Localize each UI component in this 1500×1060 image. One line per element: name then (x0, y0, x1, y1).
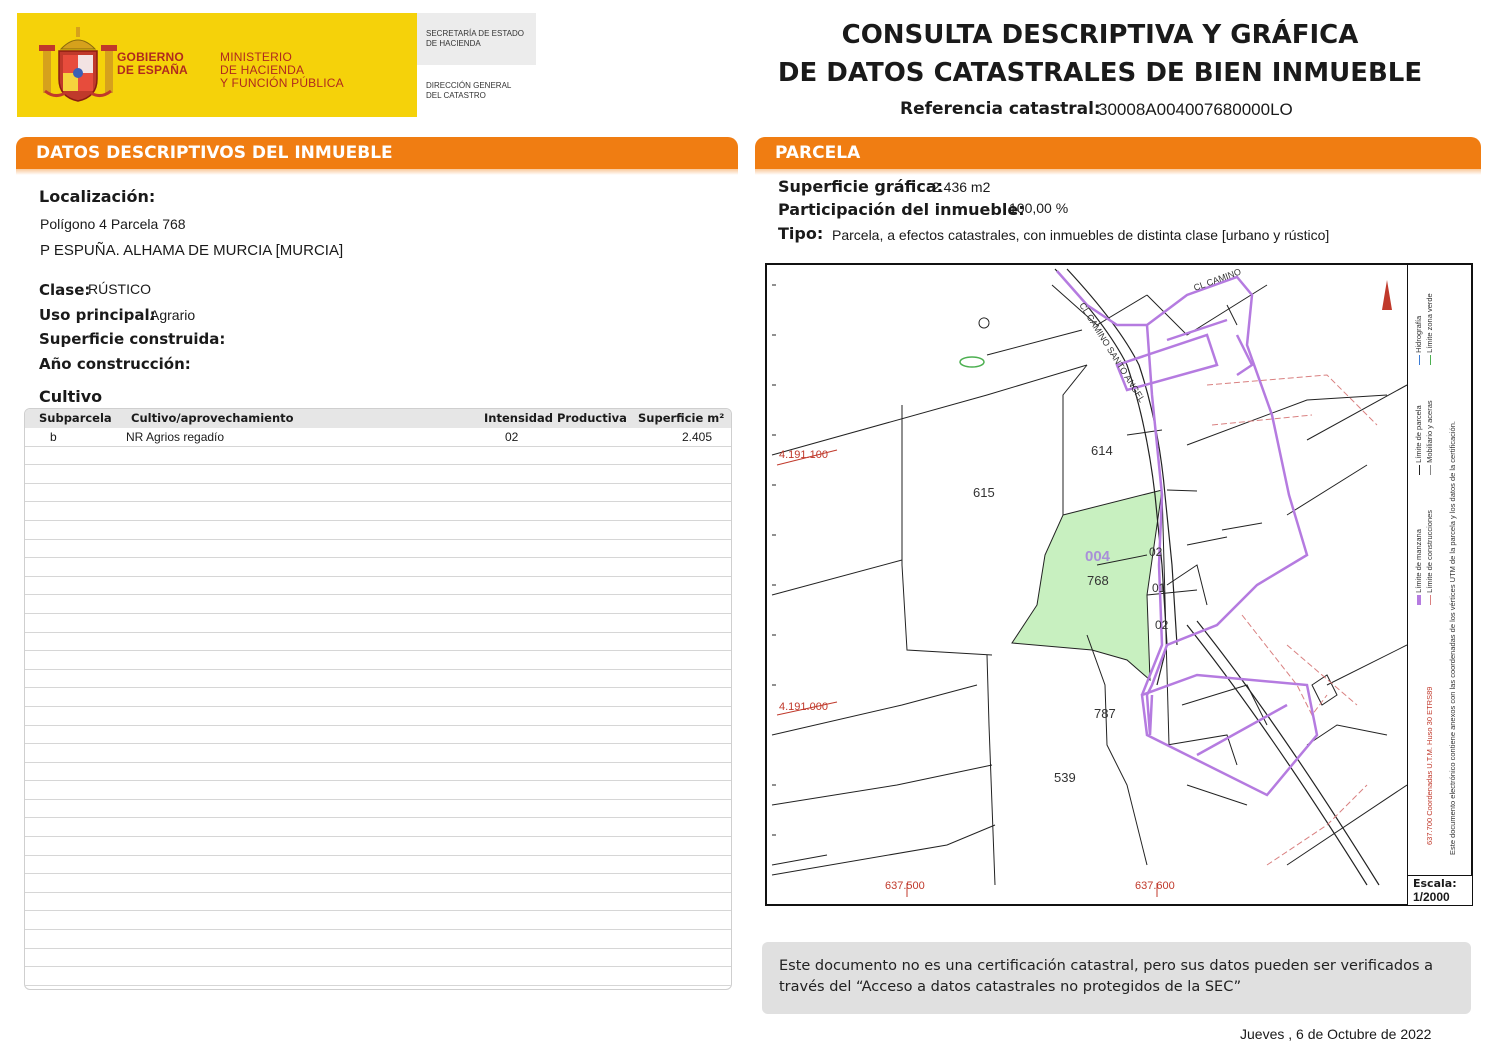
table-row-empty (25, 967, 731, 986)
table-row-empty (25, 726, 731, 745)
document-title (760, 16, 1440, 92)
parcel-label: 539 (1054, 770, 1076, 785)
legend-mobiliario: Mobiliario y aceras (1425, 400, 1434, 463)
notice-text: Este documento no es una certificación catastral, pero sus datos pueden ser verificados a través del “Acceso a datos catastrales no protegidos de la SEC” (779, 958, 1434, 995)
cadastral-map (765, 263, 1473, 906)
cell-intensidad: 02 (505, 430, 519, 444)
table-row-empty (25, 614, 731, 633)
parcel-label: 787 (1094, 706, 1116, 721)
ministry-line-3: Y FUNCIÓN PÚBLICA (220, 76, 344, 90)
anio-construccion-label: Año construcción: (39, 355, 191, 373)
coat-of-arms-icon (35, 25, 121, 109)
street-short: CL CAMINO (1192, 266, 1243, 293)
scale-value: 1/2000 (1413, 890, 1450, 904)
table-row-empty (25, 911, 731, 930)
ref-label: Referencia catastral: (900, 99, 1101, 119)
legend-note: Este documento electrónico contiene anexos con las coordenadas de los vértices UTM de la parcela y los datos de la certificación. (1448, 421, 1457, 855)
legend-construcciones: Límite de construcciones (1425, 509, 1434, 593)
document-date: Jueves , 6 de Octubre de 2022 (1240, 1026, 1432, 1042)
scale-label: Escala: (1413, 877, 1457, 890)
table-row-empty (25, 633, 731, 652)
col-cultivo: Cultivo/aprovechamiento (131, 411, 294, 425)
uso-label: Uso principal: (39, 306, 156, 324)
cell-subparcela: b (50, 430, 57, 444)
legend-swatch-zona-verde (1430, 355, 1431, 365)
government-name (117, 51, 188, 77)
table-row-empty (25, 447, 731, 466)
ref-value: 30008A004007680000LO (1098, 100, 1293, 119)
descriptive-section-header: DATOS DESCRIPTIVOS DEL INMUEBLE (16, 137, 738, 169)
legend-zona-verde: Límite zona verde (1425, 293, 1434, 353)
superficie-construida-label: Superficie construida: (39, 330, 226, 348)
table-row-empty (25, 856, 731, 875)
small-label: 01 (1152, 581, 1166, 595)
map-scale (1407, 875, 1472, 905)
title-line-2: DE DATOS CATASTRALES DE BIEN INMUEBLE (777, 58, 1423, 88)
section-header-shadow (755, 169, 1481, 175)
table-row-empty (25, 651, 731, 670)
table-row-empty (25, 893, 731, 912)
ministry-line-2: DE HACIENDA (220, 63, 305, 77)
localizacion-label: Localización: (39, 187, 156, 206)
table-row-empty (25, 781, 731, 800)
uso-value: Agrario (150, 307, 196, 323)
direction-block (426, 81, 536, 101)
tipo-label: Tipo: (778, 224, 824, 243)
small-label: 02 (1155, 618, 1169, 632)
ministry-name (220, 51, 344, 90)
col-subparcela: Subparcela (39, 411, 112, 425)
cultivo-table (24, 408, 732, 990)
tipo-value: Parcela, a efectos catastrales, con inmuebles de distinta clase [urbano y rústico] (832, 227, 1330, 243)
gov-line-2: DE ESPAÑA (117, 63, 188, 77)
superficie-grafica-value: 2.436 m2 (932, 179, 991, 195)
legend-swatch-manzana (1417, 595, 1421, 605)
verification-notice (762, 942, 1471, 1014)
clase-label: Clase: (39, 281, 91, 299)
table-row-empty (25, 577, 731, 596)
table-row-empty (25, 670, 731, 689)
table-row (25, 428, 731, 447)
map-legend (1407, 265, 1472, 875)
table-row-empty (25, 502, 731, 521)
col-superficie: Superficie m² (638, 411, 725, 425)
participacion-value: 100,00 % (1009, 200, 1069, 216)
table-row-empty (25, 540, 731, 559)
coord-y2: 4.191.000 (779, 701, 828, 713)
north-arrow-icon (1382, 280, 1392, 310)
cell-cultivo: NR Agrios regadío (126, 430, 225, 444)
table-row-empty (25, 595, 731, 614)
cultivo-table-header (25, 409, 731, 428)
ministry-line-1: MINISTERIO (220, 50, 293, 64)
legend-swatch-parcela (1419, 465, 1420, 475)
col-intensidad: Intensidad Productiva (484, 411, 627, 425)
coord-x2: 637.600 (1135, 880, 1175, 892)
table-row-empty (25, 521, 731, 540)
coord-x1: 637.500 (885, 880, 925, 892)
legend-hidrografia: Hidrografía (1414, 315, 1423, 353)
parcel-label: 614 (1091, 443, 1113, 458)
direction-line-2: DEL CATASTRO (426, 91, 486, 100)
localizacion-line-1: Polígono 4 Parcela 768 (40, 216, 186, 232)
small-label: 02 (1149, 545, 1163, 559)
table-row-empty (25, 707, 731, 726)
superficie-grafica-label: Superficie gráfica: (778, 177, 944, 196)
secretary-line-1: SECRETARÍA DE ESTADO (426, 29, 524, 38)
subject-parcela: 768 (1087, 573, 1109, 588)
cultivo-table-body (25, 428, 731, 986)
table-row-empty (25, 930, 731, 949)
table-row-empty (25, 558, 731, 577)
direction-line-1: DIRECCIÓN GENERAL (426, 81, 512, 90)
secretary-block (417, 13, 536, 65)
parcel-label: 615 (973, 485, 995, 500)
table-row-empty (25, 800, 731, 819)
street-name: CL CAMINO SANTO ANGEL (1077, 300, 1148, 405)
legend-coords: 637.700 Coordenadas U.T.M. Huso 30 ETRS89 (1425, 686, 1434, 845)
secretary-line-2: DE HACIENDA (426, 39, 481, 48)
table-row-empty (25, 949, 731, 968)
table-row-empty (25, 465, 731, 484)
legend-swatch-hidrografia (1419, 355, 1420, 365)
legend-parcela: Límite de parcela (1414, 405, 1423, 463)
table-row-empty (25, 744, 731, 763)
legend-swatch-construcciones (1430, 595, 1431, 605)
table-row-empty (25, 763, 731, 782)
parcela-section-header: PARCELA (755, 137, 1481, 169)
cultivo-label: Cultivo (39, 387, 103, 406)
table-row-empty (25, 818, 731, 837)
title-line-1: CONSULTA DESCRIPTIVA Y GRÁFICA (841, 20, 1359, 50)
participacion-label: Participación del inmueble: (778, 200, 1025, 219)
subject-poligono: 004 (1085, 548, 1111, 565)
table-row-empty (25, 484, 731, 503)
localizacion-line-2: P ESPUÑA. ALHAMA DE MURCIA [MURCIA] (40, 242, 344, 259)
cell-superficie: 2.405 (682, 430, 713, 444)
government-logo-block (17, 13, 417, 117)
gov-line-1: GOBIERNO (117, 50, 184, 64)
table-row-empty (25, 874, 731, 893)
legend-swatch-mobiliario (1430, 465, 1431, 475)
table-row-empty (25, 837, 731, 856)
map-drawing (767, 265, 1407, 904)
section-header-shadow (16, 169, 738, 175)
clase-value: RÚSTICO (88, 281, 151, 297)
legend-manzana: Límite de manzana (1414, 529, 1423, 593)
table-row-empty (25, 688, 731, 707)
coord-y1: 4.191.100 (779, 449, 828, 461)
